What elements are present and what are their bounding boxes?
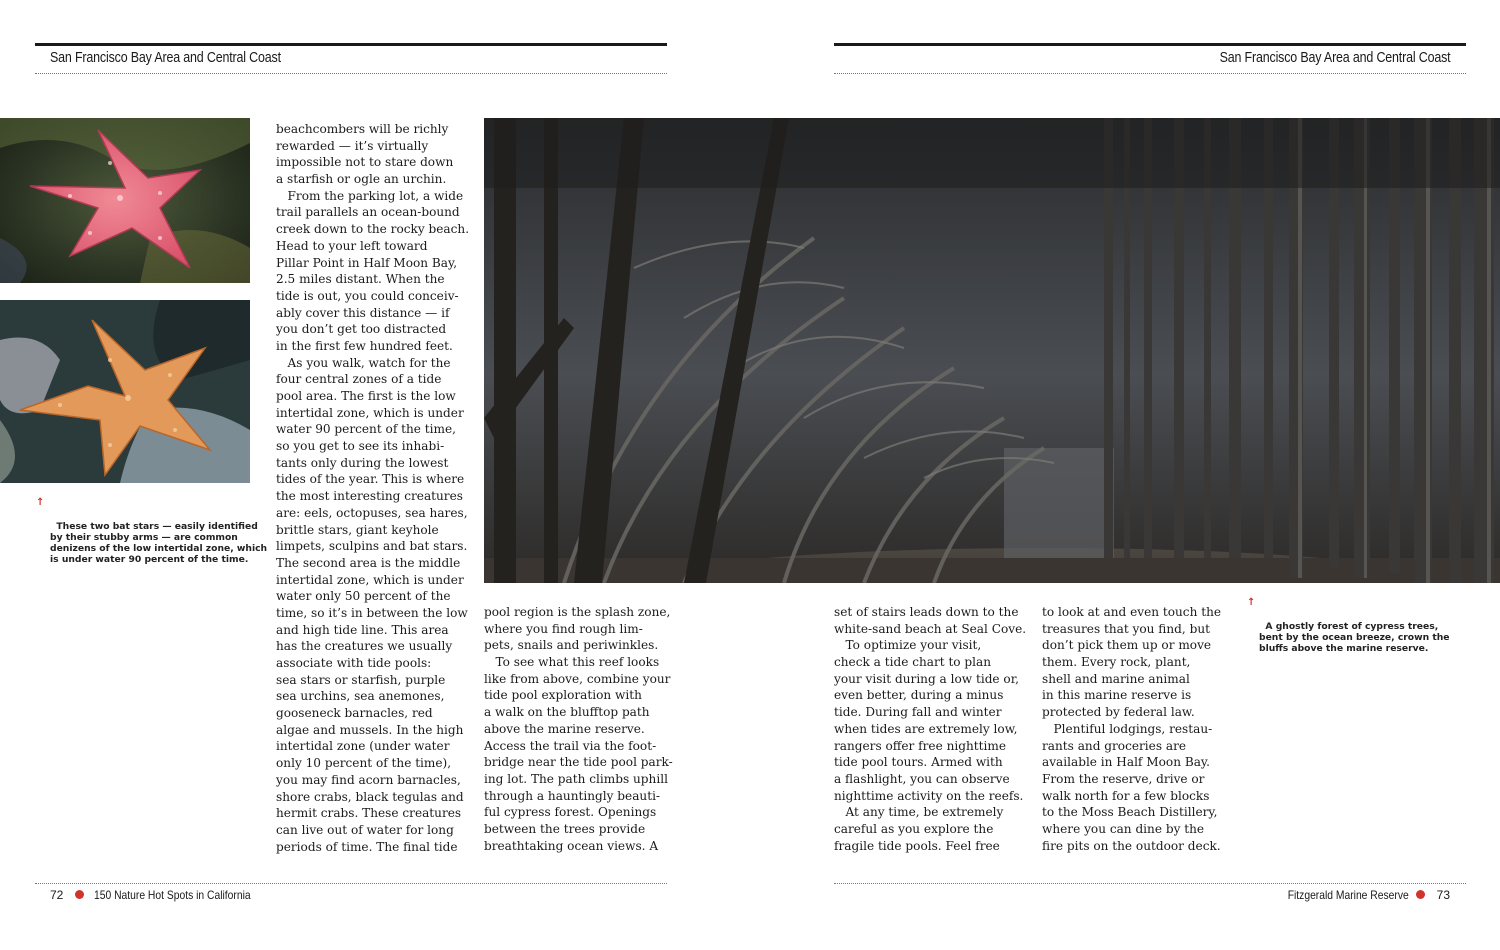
caption-arrow-icon: ↑ (1247, 597, 1256, 608)
text-line: pool area. The first is the low (276, 389, 456, 403)
text-line: From the reserve, drive or (1042, 771, 1205, 786)
text-line: brittle stars, giant keyhole (276, 522, 439, 537)
text-line: limpets, sculpins and bat stars. (276, 539, 468, 554)
text-line: when tides are extremely low, (834, 721, 1018, 736)
text-line: so you get to see its inhabi- (276, 439, 445, 454)
text-line: tide. During fall and winter (834, 705, 1002, 720)
text-line: don’t pick them up or move (1042, 638, 1212, 653)
text-line: shell and marine animal (1042, 671, 1190, 686)
left-footer (50, 888, 276, 902)
section-title: Fitzgerald Marine Reserve (1287, 888, 1409, 902)
text-line: Pillar Point in Half Moon Bay, (276, 255, 458, 270)
text-line: and high tide line. This area (276, 622, 449, 637)
text-column-2 (484, 604, 673, 854)
text-line: check a tide chart to plan (834, 655, 992, 670)
right-header-rule (834, 43, 1466, 46)
text-column-3 (834, 604, 1026, 854)
text-line: intertidal zone (under water (276, 739, 450, 754)
text-line: a flashlight, you can observe (834, 771, 1010, 786)
text-line: intertidal zone, which is under (276, 572, 464, 587)
text-line: four central zones of a tide (276, 372, 442, 387)
text-line: you may find acorn barnacles, (276, 772, 461, 787)
pink-bat-star-photo (0, 118, 250, 283)
text-line: impossible not to stare down (276, 155, 454, 170)
text-line: Access the trail via the foot- (484, 738, 657, 753)
text-line: careful as you explore the (834, 821, 994, 836)
text-line: intertidal zone, which is under (276, 405, 464, 420)
right-header-dotted-rule (834, 73, 1466, 74)
text-line: rewarded — it’s virtually (276, 138, 429, 153)
text-line: where you can dine by the (1042, 821, 1205, 836)
right-footer (1268, 888, 1450, 902)
text-line: available in Half Moon Bay. (1042, 755, 1211, 770)
text-line: trail parallels an ocean-bound (276, 205, 460, 220)
book-title: 150 Nature Hot Spots in California (94, 888, 251, 902)
text-line: To see what this reef looks (484, 655, 660, 670)
text-line: tides of the year. This is where (276, 472, 465, 487)
text-line: only 10 percent of the time), (276, 756, 452, 771)
text-line: tide is out, you could conceiv- (276, 288, 459, 303)
text-line: in the first few hundred feet. (276, 338, 453, 353)
text-line: to look at and even touch the (1042, 605, 1222, 619)
text-line: From the parking lot, a wide (276, 188, 464, 203)
text-line: between the trees provide (484, 821, 646, 836)
text-line: fire pits on the outdoor deck. (1042, 838, 1221, 853)
text-line: them. Every rock, plant, (1042, 655, 1191, 670)
text-line: protected by federal law. (1042, 705, 1195, 720)
left-running-header: San Francisco Bay Area and Central Coast (50, 50, 281, 66)
text-line: nighttime activity on the reefs. (834, 788, 1024, 803)
text-line: rants and groceries are (1042, 738, 1187, 753)
right-page-number: 73 (1436, 888, 1450, 902)
text-line: tide pool tours. Armed with (834, 755, 1003, 770)
text-line: treasures that you find, but (1042, 621, 1210, 636)
left-footer-dotted-rule (35, 883, 667, 884)
left-photo-caption: ↑ These two bat stars — easily identified by their stubby arms — are common denizens of the low intertidal zone, which is under water 90 percent of the time. (36, 497, 268, 565)
text-line: sea stars or starfish, purple (276, 672, 446, 687)
text-line: can live out of water for long (276, 822, 454, 837)
left-header-rule (35, 43, 667, 46)
text-line: to the Moss Beach Distillery, (1042, 805, 1218, 820)
text-line: in this marine reserve is (1042, 688, 1192, 703)
orange-bat-star-photo (0, 300, 250, 483)
text-line: like from above, combine your (484, 671, 671, 686)
text-line: the most interesting creatures (276, 489, 463, 504)
footer-dot-icon (1416, 890, 1425, 899)
text-line: pets, snails and periwinkles. (484, 638, 659, 653)
text-line: walk north for a few blocks (1042, 788, 1210, 803)
text-line: your visit during a low tide or, (834, 671, 1020, 686)
text-line: shore crabs, black tegulas and (276, 789, 464, 804)
text-line: periods of time. The final tide (276, 839, 458, 854)
text-line: tide pool exploration with (484, 688, 642, 703)
text-line: algae and mussels. In the high (276, 722, 464, 737)
text-line: has the creatures we usually (276, 639, 453, 654)
right-photo-caption: ↑ A ghostly forest of cypress trees, bent by the ocean breeze, crown the bluffs above the marine reserve. (1247, 597, 1450, 654)
text-line: Head to your left toward (276, 238, 428, 253)
text-column-1 (276, 121, 469, 855)
text-line: a walk on the blufftop path (484, 705, 650, 720)
right-footer-dotted-rule (834, 883, 1466, 884)
text-line: breathtaking ocean views. A (484, 838, 659, 853)
text-line: ful cypress forest. Openings (484, 805, 657, 820)
left-header-dotted-rule (35, 73, 667, 74)
left-page-number: 72 (50, 888, 64, 902)
text-line: even better, during a minus (834, 688, 1004, 703)
text-line: where you find rough lim- (484, 621, 643, 636)
text-line: At any time, be extremely (834, 805, 1004, 820)
text-line: through a hauntingly beauti- (484, 788, 661, 803)
caption-arrow-icon: ↑ (36, 497, 45, 508)
right-running-header: San Francisco Bay Area and Central Coast (1219, 50, 1450, 66)
text-line: are: eels, octopuses, sea hares, (276, 505, 468, 520)
text-line: a starfish or ogle an urchin. (276, 172, 447, 187)
cypress-forest-photo (484, 118, 1500, 583)
text-line: rangers offer free nighttime (834, 738, 1006, 753)
text-line: pool region is the splash zone, (484, 605, 671, 619)
text-line: beachcombers will be richly (276, 122, 449, 136)
text-line: tants only during the lowest (276, 455, 449, 470)
text-line: 2.5 miles distant. When the (276, 272, 445, 287)
text-line: above the marine reserve. (484, 721, 645, 736)
text-line: you don’t get too distracted (276, 322, 447, 337)
text-line: Plentiful lodgings, restau- (1042, 721, 1213, 736)
text-line: The second area is the middle (276, 555, 461, 570)
text-line: set of stairs leads down to the (834, 605, 1019, 619)
text-line: water 90 percent of the time, (276, 422, 456, 437)
text-line: ing lot. The path climbs uphill (484, 771, 668, 786)
text-column-4 (1042, 604, 1221, 854)
text-line: gooseneck barnacles, red (276, 706, 433, 721)
text-line: To optimize your visit, (834, 638, 982, 653)
text-line: time, so it’s in between the low (276, 605, 468, 620)
text-line: creek down to the rocky beach. (276, 222, 470, 237)
footer-dot-icon (75, 890, 84, 899)
text-line: fragile tide pools. Feel free (834, 838, 1000, 853)
text-line: bridge near the tide pool park- (484, 755, 673, 770)
text-line: water only 50 percent of the (276, 589, 451, 604)
text-line: associate with tide pools: (276, 656, 432, 670)
text-line: ably cover this distance — if (276, 305, 450, 320)
text-line: hermit crabs. These creatures (276, 806, 462, 821)
text-line: As you walk, watch for the (276, 355, 451, 370)
text-line: sea urchins, sea anemones, (276, 689, 445, 704)
text-line: white-sand beach at Seal Cove. (834, 621, 1027, 636)
